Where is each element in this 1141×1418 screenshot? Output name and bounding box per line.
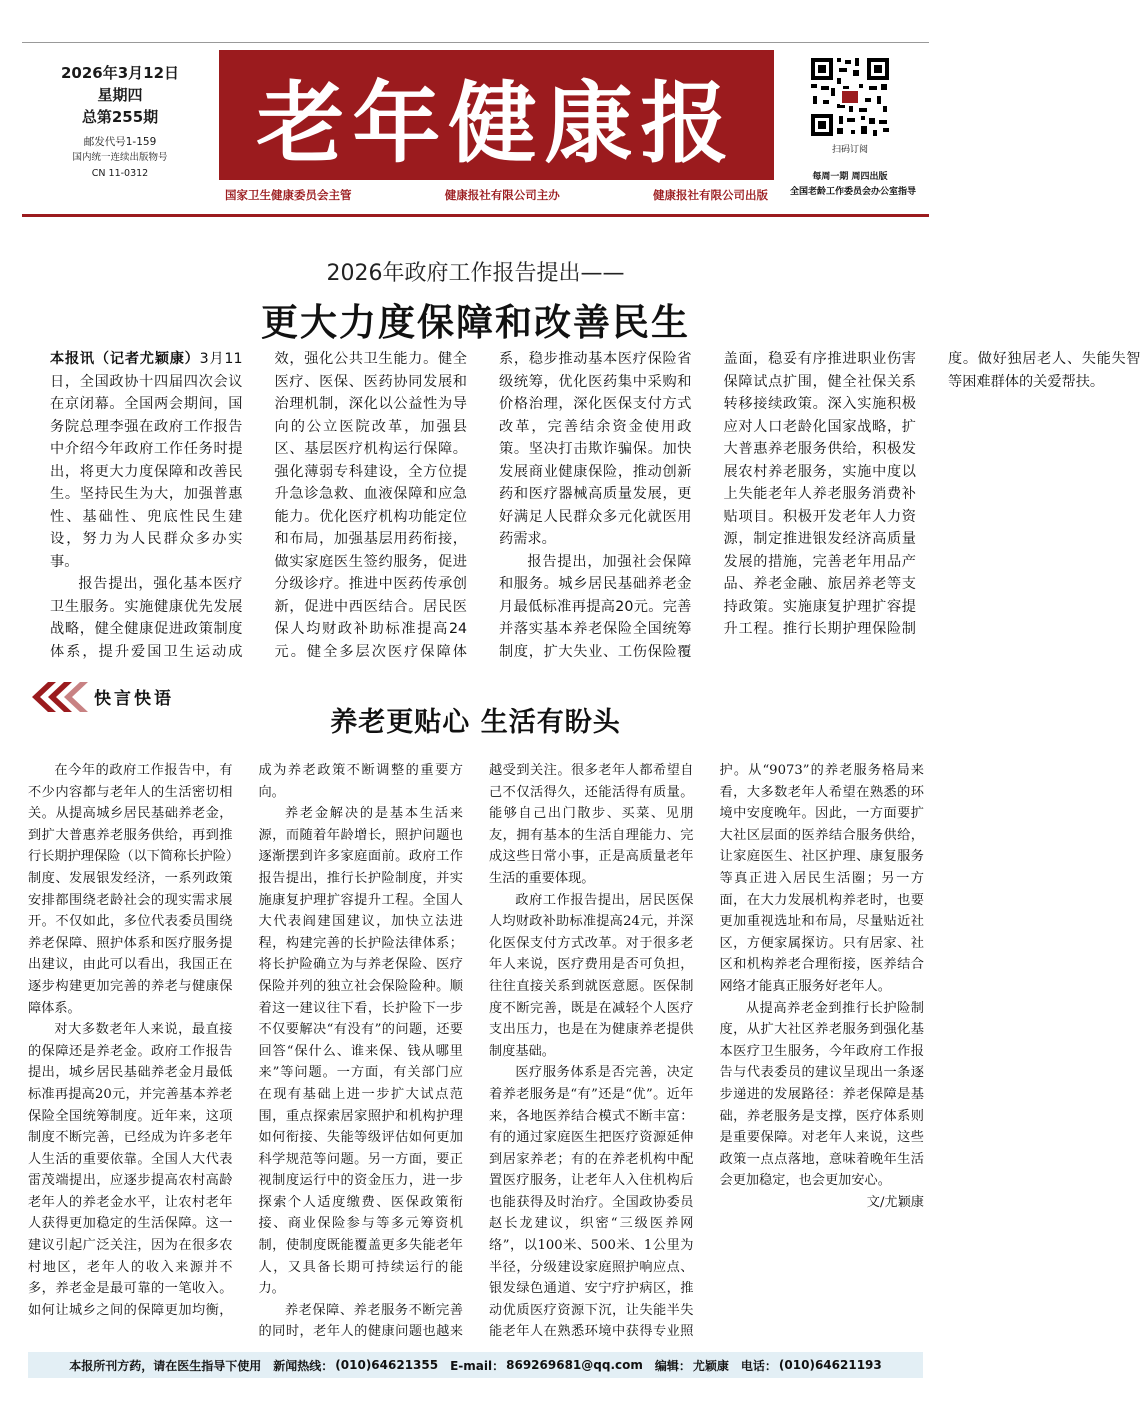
column-article bbox=[28, 760, 924, 1352]
hotline-label: 新闻热线： bbox=[273, 1358, 334, 1373]
column-paragraph: 政府工作报告提出，居民医保人均财政补助标准提高24元，并深化医保支付方式改革。对于很多老年人来说，医疗费用是否可负担，往往直接关系到就医意愿。医保制度不断完善，既是在减轻个人医疗支出压力，也是在为健康养老提供制度基础。 bbox=[489, 892, 694, 1059]
sponsor-publisher: 健康报社有限公司出版 bbox=[653, 188, 768, 202]
column-paragraph: 对大多数老年人来说，最直接的保障还是养老金。政府工作报告提出，城乡居民基础养老金月最低标准再提高20元，并完善基本养老保险全国统筹制度。近年来，这项制度不断完善，已经成为许多老年人生活的重要依靠。全国人大代表雷茂端提出，应逐步提高农村高龄老年人的养老金水平，让农村老年人获得更加稳定的生活保障。这一建议引起广泛关注，因为在很多农村地区，老年人的收入来源并不多，养老金是最可靠的一笔收入。如何让城乡之间的保障更加均衡，成为养老政策不断调整的重要方向。 bbox=[28, 763, 463, 1318]
sponsor-host: 健康报社有限公司主办 bbox=[444, 188, 560, 202]
lead-byline-tag: 本报讯（记者尤颖康） bbox=[50, 351, 200, 367]
column-paragraph: 在今年的政府工作报告中，有不少内容都与老年人的生活密切相关。从提高城乡居民基础养老金，到扩大普惠养老服务供给，再到推行长期护理保险（以下简称长护险）制度、发展银发经济，一系列政策安排都围绕老龄社会的现实需求展开。不仅如此，多位代表委员围绕养老保障、照护体系和医疗服务提出建议，由此可以看出，我国正在逐步构建更加完善的养老与健康保障体系。 bbox=[28, 763, 233, 1016]
publication-frequency: 每周一期 周四出版 bbox=[812, 172, 888, 182]
phone-number[interactable]: (010)64621193 bbox=[778, 1358, 882, 1372]
footer-bar bbox=[28, 1352, 923, 1378]
email-address[interactable]: 869269681@qq.com bbox=[506, 1358, 643, 1372]
footer-notice: 本报所刊方药，请在医生指导下使用 bbox=[69, 1358, 262, 1373]
issue-number: 总第255期 bbox=[81, 108, 159, 126]
editor-name: 尤颖康 bbox=[692, 1358, 729, 1373]
lead-paragraph: 报告提出，加强社会保障和服务。城乡居民基础养老金月最低标准再提高20元。完善并落实基本养老保险全国统筹制度，扩大失业、工伤保险覆盖面，稳妥有序推进职业伤害保障试点扩围，健全社保关系转移接续政策。深入实施积极应对人口老龄化国家战略，扩大普惠养老服务供给，积极发展农村养老服务，实施中度以上失能老年人养老服务消费补贴项目。积极开发老年人力资源，制定推进银发经济高质量发展的措施，完善老年用品产品、养老金融、旅居养老等支持政策。实施康复护理扩容提升工程。推行长期护理保险制度。做好独居老人、失能失智等困难群体的关爱帮扶。 bbox=[499, 351, 1141, 660]
subscription-qr-box bbox=[790, 56, 917, 197]
hotline-number[interactable]: (010)64621355 bbox=[335, 1358, 439, 1372]
column-paragraph: 医疗服务体系是否完善，决定着养老服务是“有”还是“优”。近年来，各地医养结合模式不断丰富：有的通过家庭医生把医疗资源延伸到居家养老；有的在养老机构中配置医疗服务，让老年人入住机构后也能获得及时治疗。全国政协委员赵长龙建议，织密“三级医养网络”，以100米、500米、1公里为半径，分级建设家庭照护响应点、银发绿色通道、安宁疗护病区，推动优质医疗资源下沉，让失能半失能老年人在熟悉环境中获得专业照护。从“9073”的养老服务格局来看，大多数老年人希望在熟悉的环境中安度晚年。因此，一方面要扩大社区层面的医养结合服务供给，让家庭医生、社区护理、康复服务等真正进入居民生活圈；另一方面，在大力发展机构养老时，也要更加重视选址和布局，尽量贴近社区，方便家属探访。只有居家、社区和机构养老合理衔接，医养结合网络才能真正服务好老年人。 bbox=[489, 763, 924, 1340]
column-paragraph: 养老金解决的是基本生活来源，而随着年龄增长，照护问题也逐渐摆到许多家庭面前。政府工作报告提出，推行长护险制度，并实施康复护理扩容提升工程。全国人大代表阎建国建议，加快立法进程，构建完善的长护险法律体系；将长护险确立为与养老保险、医疗保险并列的独立社会保险险种。顺着这一建议往下看，长护险下一步不仅要解决“有没有”的问题，还要回答“保什么、谁来保、钱从哪里来”等问题。一方面，有关部门应在现有基础上进一步扩大试点范围，重点探索居家照护和机构护理如何衔接、失能等级评估如何更加科学规范等问题。另一方面，要正视制度运行中的资金压力，进一步探索个人适度缴费、医保政策衔接、商业保险参与等多元筹资机制，使制度既能覆盖更多失能老年人，又具备长期可持续运行的能力。 bbox=[258, 806, 463, 1297]
lead-article bbox=[50, 348, 1141, 666]
guidance-office: 全国老龄工作委员会办公室指导 bbox=[790, 187, 917, 197]
domestic-serial-label: 国内统一连续出版物号 bbox=[72, 152, 168, 163]
cn-number: CN 11-0312 bbox=[91, 168, 149, 179]
column-paragraph: 养老保障、养老服务不断完善的同时，老年人的健康问题也越来越受到关注。很多老年人都希望自己不仅活得久，还能活得有质量。能够自己出门散步、买菜、见朋友，拥有基本的生活自理能力、完成这些日常小事，正是高质量老年生活的重要体现。 bbox=[258, 763, 694, 1340]
lead-paragraph-text: 3月11日，全国政协十四届四次会议在京闭幕。全国两会期间，国务院总理李强在政府工作报告中介绍今年政府工作任务时提出，将更大力度保障和改善民生。坚持民生为大，加强普惠性、基础性、兜底性民生建设，努力为人民群众多办实事。 bbox=[50, 351, 243, 570]
lead-paragraph: 报告提出，强化基本医疗卫生服务。实施健康优先发展战略，健全健康促进政策制度体系，提升爱国卫生运动成效，强化公共卫生能力。健全医疗、医保、医药协同发展和治理机制，深化以公益性为导向的公立医院改革，加强县区、基层医疗机构运行保障。强化薄弱专科建设，全方位提升急诊急救、血液保障和应急能力。优化医疗机构功能定位和布局，加强基层用药衔接，做实家庭医生签约服务，促进分级诊疗。推进中医药传承创新，促进中西医结合。居民医保人均财政补助标准提高24元。健全多层次医疗保障体系，稳步推动基本医疗保险省级统筹，优化医药集中采购和价格治理，深化医保支付方式改革，完善结余资金使用政策。坚决打击欺诈骗保。加快发展商业健康保险，推动创新药和医疗器械高质量发展，更好满足人民群众多元化就医用药需求。 bbox=[50, 351, 692, 660]
issue-info bbox=[30, 62, 210, 182]
column-byline: 文/尤颖康 bbox=[866, 1194, 924, 1210]
issue-date: 2026年3月12日 bbox=[60, 64, 180, 82]
lead-headline: 更大力度保障和改善民生 bbox=[261, 300, 690, 344]
editor-label: 编辑： bbox=[654, 1358, 691, 1373]
column-paragraph: 从提高养老金到推行长护险制度，从扩大社区养老服务到强化基本医疗卫生服务，今年政府工作报告与代表委员的建议呈现出一条逐步递进的发展路径：养老保障是基础，养老服务是支撑，医疗体系则是重要保障。对老年人来说，这些政策一点点落地，意味着晚年生活会更加稳定，也会更加安心。 bbox=[719, 1000, 924, 1189]
qr-code-icon[interactable] bbox=[809, 56, 891, 138]
phone-label: 电话： bbox=[740, 1358, 777, 1373]
top-rule bbox=[22, 42, 929, 43]
masthead-rule bbox=[22, 214, 929, 217]
issue-weekday: 星期四 bbox=[97, 86, 143, 104]
lead-paragraph bbox=[50, 348, 243, 573]
newspaper-title: 老年健康报 bbox=[256, 71, 737, 175]
sponsor-supervisor: 国家卫生健康委员会主管 bbox=[225, 188, 352, 202]
masthead bbox=[219, 50, 774, 210]
column-headline: 养老更贴心 生活有盼头 bbox=[330, 707, 621, 738]
email-label: E-mail： bbox=[450, 1358, 505, 1373]
column-name: 快言快语 bbox=[94, 689, 174, 709]
postal-code: 邮发代号1-159 bbox=[83, 136, 157, 148]
lead-kicker: 2026年政府工作报告提出—— bbox=[326, 261, 625, 286]
sponsor-bar bbox=[219, 180, 774, 210]
scan-to-subscribe: 扫码订阅 bbox=[831, 145, 868, 155]
